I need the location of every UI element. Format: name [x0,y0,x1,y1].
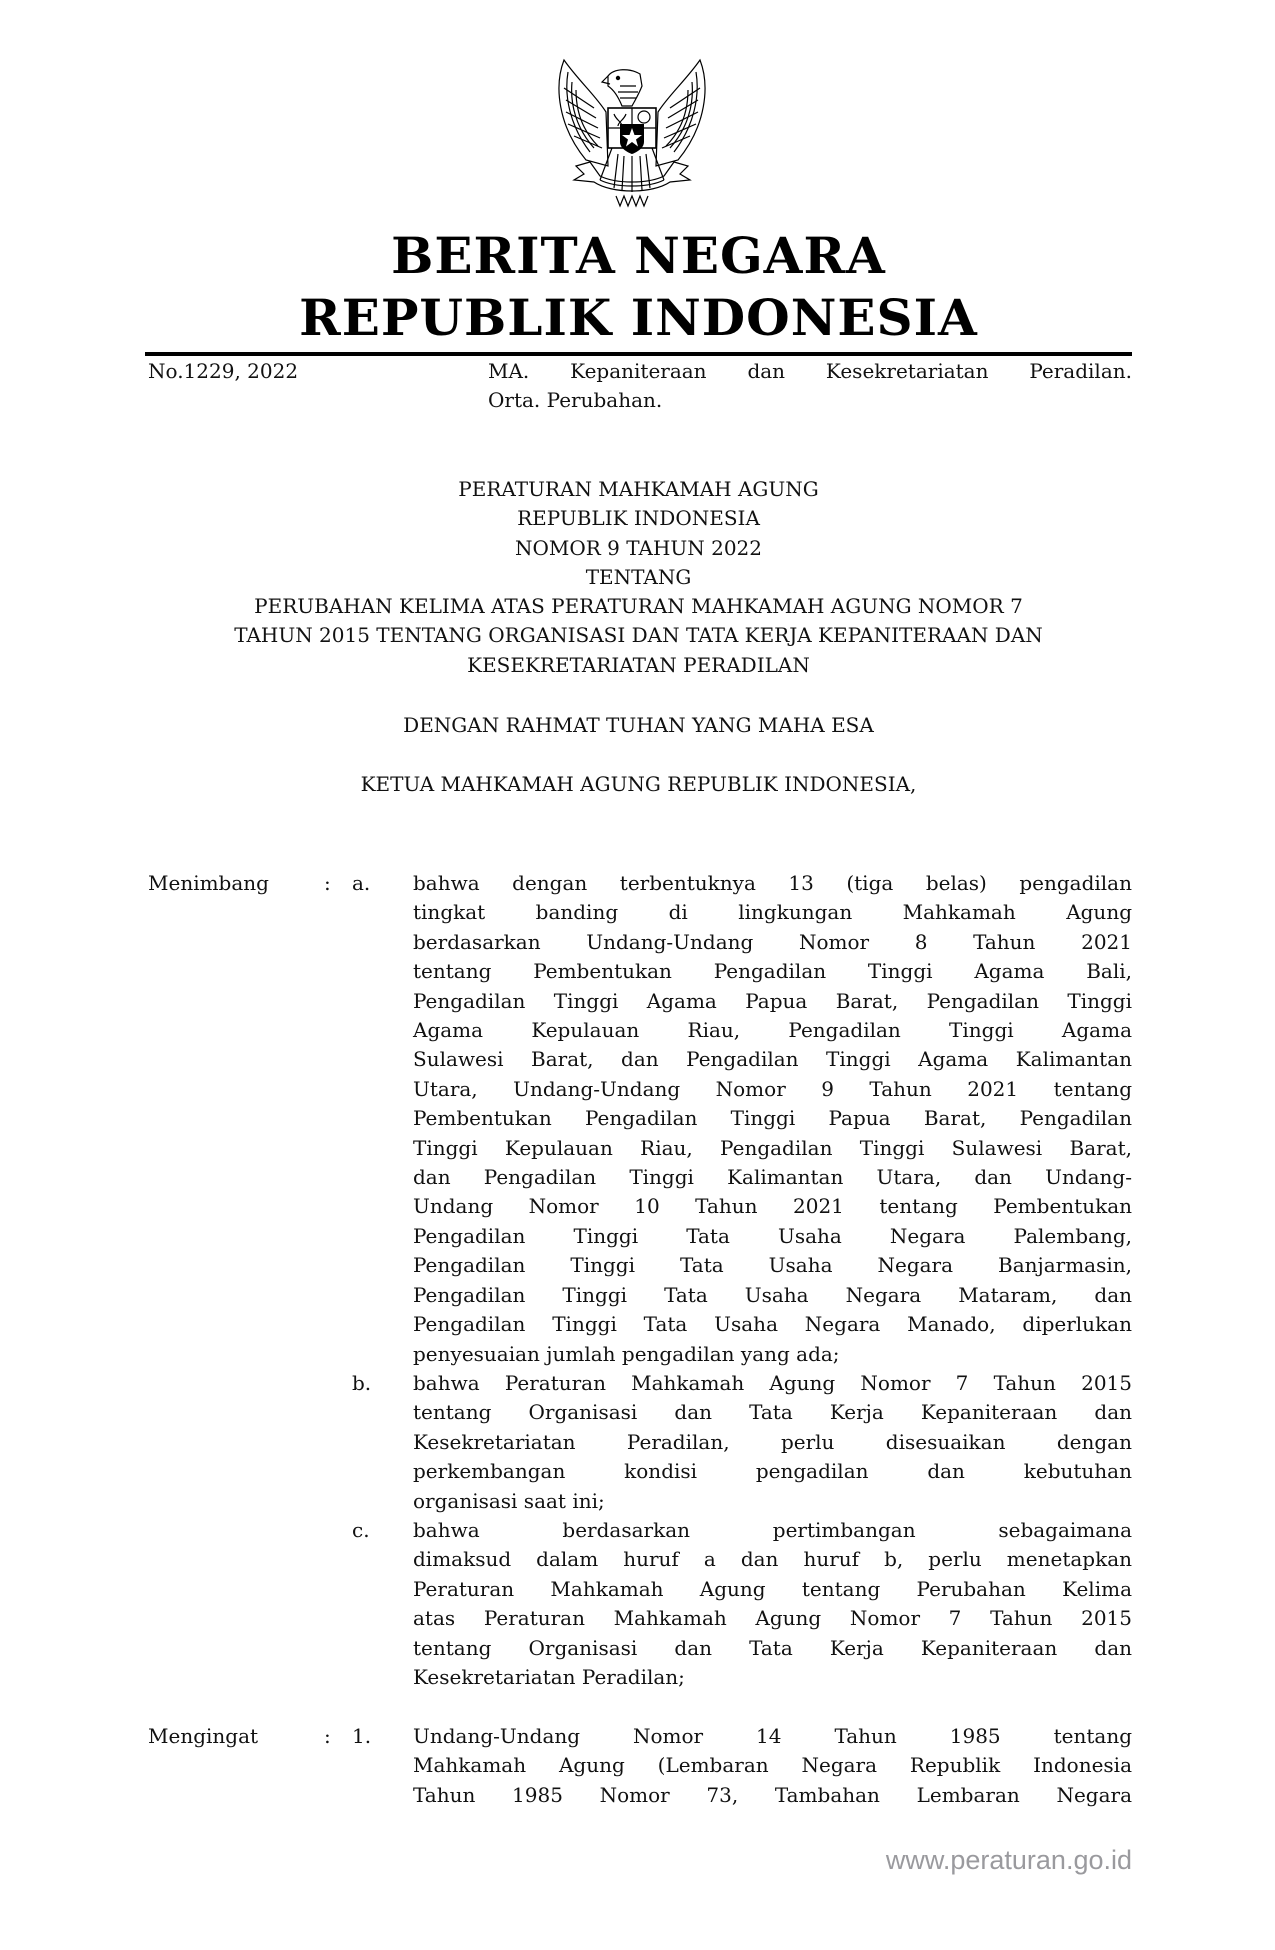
regulation-heading-line: PERUBAHAN KELIMA ATAS PERATURAN MAHKAMAH AGUNG NOMOR 7 [254,594,1023,619]
text-line: Pengadilan Tinggi Agama Papua Barat, Pengadilan Tinggi [413,988,1132,1013]
list-item-text [413,1722,1132,1810]
text-line: bahwa dengan terbentuknya 13 (tiga belas) pengadilan [413,871,1132,895]
text-line: Pengadilan Tinggi Tata Usaha Negara Manado, diperlukan [413,1312,1132,1337]
text-line: Tinggi Kepulauan Riau, Pengadilan Tinggi Sulawesi Barat, [413,1135,1132,1160]
mengingat-section [148,1722,1132,1810]
menimbang-section [148,869,1132,1692]
section-colon: : [324,1724,331,1748]
text-line: Agama Kepulauan Riau, Pengadilan Tinggi Agama [413,1018,1132,1043]
list-item-marker: a. [352,871,371,895]
footer-website-link[interactable]: www.peraturan.go.id [885,1845,1132,1875]
list-item-marker: 1. [352,1724,372,1748]
text-line: tentang Pembentukan Pengadilan Tinggi Agama Bali, [413,959,1132,984]
text-line: Kesekretariatan Peradilan; [413,1664,685,1689]
regulation-heading [145,475,1132,680]
text-line: Pengadilan Tinggi Tata Usaha Negara Mataram, dan [413,1282,1132,1307]
text-line: Tahun 1985 Nomor 73, Tambahan Lembaran Negara [413,1782,1132,1807]
text-line: dimaksud dalam huruf a dan huruf b, perlu menetapkan [413,1547,1132,1572]
text-line: Undang-Undang Nomor 14 Tahun 1985 tentang [413,1724,1132,1748]
garuda-emblem-icon [556,56,708,212]
gazette-description [488,357,1132,415]
list-item-text [413,1369,1132,1516]
section-colon: : [324,871,331,895]
text-line: Mahkamah Agung (Lembaran Negara Republik Indonesia [413,1753,1132,1778]
text-line: Kesekretariatan Peradilan, perlu disesuaikan dengan [413,1429,1132,1454]
text-line: Pembentukan Pengadilan Tinggi Papua Barat, Pengadilan [413,1106,1132,1131]
text-line: bahwa Peraturan Mahkamah Agung Nomor 7 Tahun 2015 [413,1370,1132,1395]
text-line: atas Peraturan Mahkamah Agung Nomor 7 Tahun 2015 [413,1606,1132,1631]
gazette-number: No.1229, 2022 [148,359,299,383]
section-items [148,1722,1132,1810]
header-divider [145,352,1132,356]
text-line: Undang Nomor 10 Tahun 2021 tentang Pembentukan [413,1194,1132,1219]
list-item [148,1722,1132,1810]
list-item-text [413,869,1132,1369]
gazette-title: BERITA NEGARA [391,226,886,285]
regulation-heading-line: PERATURAN MAHKAMAH AGUNG [458,477,819,501]
list-item-text [413,1516,1132,1692]
gazette-description-line: Orta. Perubahan. [488,388,663,412]
regulation-heading-line: NOMOR 9 TAHUN 2022 [514,535,762,560]
list-item [148,869,1132,1369]
text-line: Peraturan Mahkamah Agung tentang Perubahan Kelima [413,1576,1132,1601]
text-line: dan Pengadilan Tinggi Kalimantan Utara, dan Undang- [413,1165,1132,1190]
text-line: tentang Organisasi dan Tata Kerja Kepaniteraan dan [413,1400,1132,1425]
gazette-subtitle: REPUBLIK INDONESIA [299,288,978,347]
text-line: berdasarkan Undang-Undang Nomor 8 Tahun 2021 [413,929,1132,954]
regulation-heading-line: KESEKRETARIATAN PERADILAN [467,652,810,677]
blessing-line: DENGAN RAHMAT TUHAN YANG MAHA ESA [403,713,874,737]
text-line: tentang Organisasi dan Tata Kerja Kepaniteraan dan [413,1635,1132,1660]
regulation-heading-line: TAHUN 2015 TENTANG ORGANISASI DAN TATA KERJA KEPANITERAAN DAN [234,623,1043,648]
text-line: tingkat banding di lingkungan Mahkamah Agung [413,900,1132,925]
section-label: Menimbang [148,871,269,895]
issuer-line: KETUA MAHKAMAH AGUNG REPUBLIK INDONESIA, [360,772,917,796]
section-items [148,869,1132,1692]
gazette-description-line: MA. Kepaniteraan dan Kesekretariatan Peradilan. [488,359,1132,383]
text-line: Utara, Undang-Undang Nomor 9 Tahun 2021 tentang [413,1076,1132,1101]
text-line: Pengadilan Tinggi Tata Usaha Negara Banjarmasin, [413,1253,1132,1278]
text-line: perkembangan kondisi pengadilan dan kebutuhan [413,1459,1132,1484]
text-line: Pengadilan Tinggi Tata Usaha Negara Palembang, [413,1223,1132,1248]
regulation-heading-line: REPUBLIK INDONESIA [517,506,760,531]
text-line: Sulawesi Barat, dan Pengadilan Tinggi Agama Kalimantan [413,1047,1132,1072]
text-line: organisasi saat ini; [413,1488,605,1513]
list-item [148,1369,1132,1516]
text-line: penyesuaian jumlah pengadilan yang ada; [413,1341,840,1366]
list-item-marker: c. [352,1517,370,1542]
regulation-heading-line: TENTANG [585,564,692,589]
section-label: Mengingat [148,1724,259,1748]
list-item [148,1516,1132,1692]
list-item-marker: b. [352,1370,372,1395]
text-line: bahwa berdasarkan pertimbangan sebagaimana [413,1517,1132,1542]
